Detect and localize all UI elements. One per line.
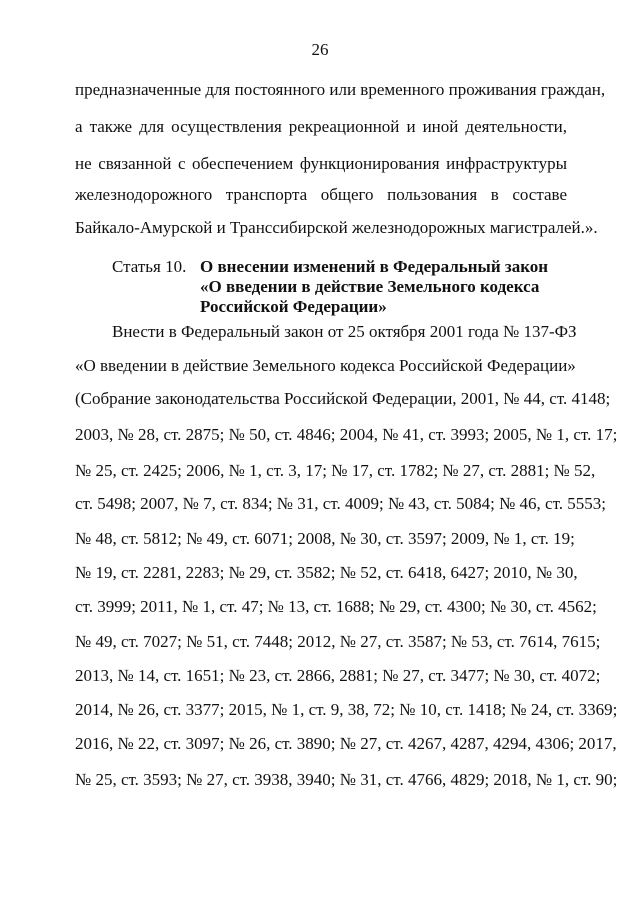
text-line: № 25, ст. 2425; 2006, № 1, ст. 3, 17; № 17, ст. 1782; № 27, ст. 2881; № 52, — [75, 461, 596, 480]
text-line: Внести в Федеральный закон от 25 октября 2001 года № 137-ФЗ — [112, 322, 577, 341]
text-line: 2013, № 14, ст. 1651; № 23, ст. 2866, 2881; № 27, ст. 3477; № 30, ст. 4072; — [75, 666, 601, 685]
text-line: Байкало-Амурской и Транссибирской железнодорожных магистралей.». — [75, 218, 598, 237]
text-line: № 49, ст. 7027; № 51, ст. 7448; 2012, № 27, ст. 3587; № 53, ст. 7614, 7615; — [75, 632, 601, 651]
text-line: № 25, ст. 3593; № 27, ст. 3938, 3940; № 31, ст. 4766, 4829; 2018, № 1, ст. 90; — [75, 770, 618, 789]
text-line: предназначенные для постоянного или временного проживания граждан, — [75, 80, 606, 99]
text-line: железнодорожного транспорта общего пользования в составе — [75, 185, 567, 204]
article-title-line: Российской Федерации» — [200, 297, 387, 316]
page-number: 26 — [311, 40, 329, 59]
text-line: № 19, ст. 2281, 2283; № 29, ст. 3582; № 52, ст. 6418, 6427; 2010, № 30, — [75, 563, 578, 582]
text-line: (Собрание законодательства Российской Федерации, 2001, № 44, ст. 4148; — [75, 389, 611, 408]
text-line: а также для осуществления рекреационной и иной деятельности, — [75, 117, 567, 136]
text-line: ст. 5498; 2007, № 7, ст. 834; № 31, ст. 4009; № 43, ст. 5084; № 46, ст. 5553; — [75, 494, 606, 513]
article-title — [200, 257, 560, 317]
text-line: 2003, № 28, ст. 2875; № 50, ст. 4846; 2004, № 41, ст. 3993; 2005, № 1, ст. 17; — [75, 425, 618, 444]
text-line: 2014, № 26, ст. 3377; 2015, № 1, ст. 9, 38, 72; № 10, ст. 1418; № 24, ст. 3369; — [75, 700, 618, 719]
text-line: ст. 3999; 2011, № 1, ст. 47; № 13, ст. 1688; № 29, ст. 4300; № 30, ст. 4562; — [75, 597, 597, 616]
text-line: «О введении в действие Земельного кодекса Российской Федерации» — [75, 356, 576, 375]
text-line: № 48, ст. 5812; № 49, ст. 6071; 2008, № 30, ст. 3597; 2009, № 1, ст. 19; — [75, 529, 575, 548]
article-title-line: О внесении изменений в Федеральный закон — [200, 257, 549, 276]
article-label: Статья 10. — [112, 257, 187, 276]
text-line: 2016, № 22, ст. 3097; № 26, ст. 3890; № 27, ст. 4267, 4287, 4294, 4306; 2017, — [75, 734, 617, 753]
text-line: не связанной с обеспечением функционирования инфраструктуры — [75, 154, 567, 173]
article-title-line: «О введении в действие Земельного кодекса — [200, 277, 540, 296]
